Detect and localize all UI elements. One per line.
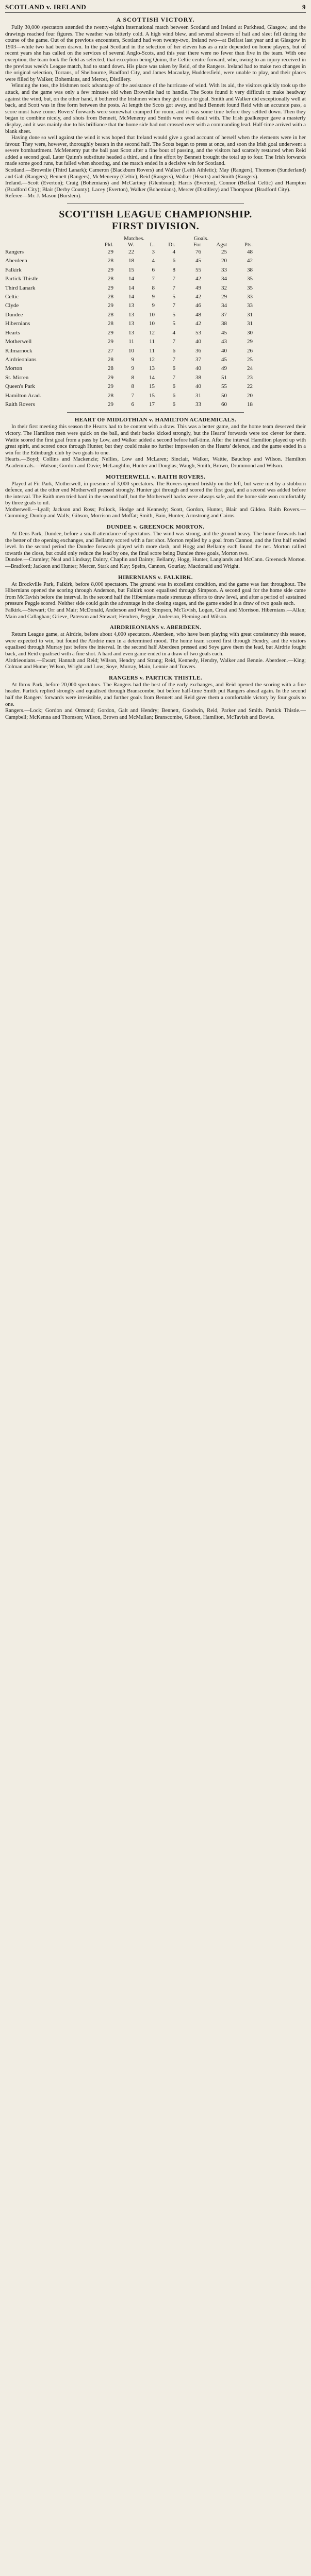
table-cell: 53	[195, 329, 201, 336]
table-cell: 6	[172, 401, 175, 408]
table-cell: 40	[195, 365, 201, 372]
match-title: HIBERNIANS v. FALKIRK.	[118, 574, 193, 581]
column-header: Pts.	[244, 242, 253, 248]
table-cell: 37	[221, 311, 227, 318]
table-cell: 40	[195, 338, 201, 345]
table-row	[5, 311, 306, 319]
table-cell: 28	[108, 356, 113, 363]
table-cell: 10	[128, 347, 134, 354]
running-head-title: SCOTLAND v. IRELAND	[5, 3, 87, 11]
table-cell: 13	[128, 329, 134, 336]
table-cell: 7	[172, 276, 175, 282]
table-cell: 29	[108, 302, 113, 309]
table-cell: 42	[247, 258, 253, 264]
table-cell: 7	[131, 392, 134, 399]
table-cell: 33	[195, 401, 201, 408]
club-name: Falkirk	[5, 266, 22, 273]
table-cell: 29	[108, 284, 113, 291]
table-cell: 9	[131, 356, 134, 363]
table-cell: 22	[247, 383, 253, 390]
match-title: AIRDRIEONIANS v. ABERDEEN.	[109, 624, 202, 631]
table-cell: 23	[247, 374, 253, 381]
club-name: Raith Rovers	[5, 401, 35, 408]
table-row	[5, 364, 306, 373]
column-header: Pld.	[104, 242, 113, 248]
team-lineup: Rangers.—Lock; Gordon and Ormond; Gordon, Galt and Hendry; Bennett, Goodwin, Reid, Parker and Smith. Partick Thistle.—Campbell; McKenna and Thomson; Wilson, Brown and McMullan; Branscombe, Gibson, Hamilton, McTavish and Bowie.	[5, 708, 306, 720]
table-cell: 49	[221, 365, 227, 372]
club-name: Morton	[5, 365, 22, 372]
column-header: Agst	[216, 242, 227, 248]
column-header: Dr.	[168, 242, 175, 248]
club-name: Hibernians	[5, 320, 30, 327]
table-cell: 7	[172, 284, 175, 291]
table-cell: 13	[149, 365, 155, 372]
table-cell: 38	[221, 320, 227, 327]
table-cell: 43	[221, 338, 227, 345]
table-row	[5, 257, 306, 265]
table-row	[5, 347, 306, 355]
table-cell: 11	[149, 347, 155, 354]
table-cell: 17	[149, 401, 155, 408]
club-name: Motherwell	[5, 338, 32, 345]
match-title: MOTHERWELL v. RAITH ROVERS.	[105, 473, 206, 480]
report-paragraph: Having done so well against the wind it was hoped that Ireland would give a good account of herself when the elements were in her favour. They were, however, thoroughly beaten in the second half. The Scots began to press at once, and soon the Irish goal underwent a severe bombardment. McMenemy put the ball past Scott after a fine bout of passing, and the visitors had scarcely restarted when Reid added a second goal. Later Quinn's substitute headed a third, and a fine effort by Bennett brought the total up to four. The Irish forwards made some good runs, but failed when shooting, and the match ended in a decisive win for Scotland.	[5, 135, 306, 167]
table-cell: 6	[172, 258, 175, 264]
table-cell: 35	[247, 276, 253, 282]
match-paragraph: Played at Fir Park, Motherwell, in presence of 3,000 spectators. The Rovers opened briskly on the left, but were met by a stubborn defence, and at the other end Motherwell pressed strongly. Hunter got through and scored the first goal, and a second was added before the interval. The Raith men tried hard in the second half, but the Motherwell backs were always safe, and the home side won comfortably by three goals to nil.	[5, 481, 306, 506]
table-cell: 31	[247, 311, 253, 318]
match-title: RANGERS v. PARTICK THISTLE.	[109, 674, 202, 681]
table-cell: 30	[247, 329, 253, 336]
table-cell: 33	[247, 294, 253, 300]
team-lineup: Hearts.—Boyd; Collins and Mackenzie; Nellies, Low and McLaren; Sinclair, Walker, Wattie, Bauchop and Wilson. Hamilton Academicals.—Watson; Gordon and Davie; McLaughlin, Hunter and Douglas; Waugh, Smith, Brown, Drummond and Wilson.	[5, 456, 306, 469]
table-row	[5, 374, 306, 382]
club-name: St. Mirren	[5, 374, 29, 381]
table-cell: 48	[247, 249, 253, 256]
table-cell: 29	[221, 294, 227, 300]
table-cell: 27	[108, 347, 113, 354]
table-cell: 33	[221, 266, 227, 273]
match-paragraph: At Dens Park, Dundee, before a small attendance of spectators. The wind was strong, and the ground heavy. The home forwards had the better of the opening exchanges, and Bellamy scored with a fast shot. Morton replied by a goal from Cannon, and the first half ended level. In the second period the Dundee forwards played with more dash, and Hogg and Bellamy each found the net. Morton rallied towards the close, but could only reduce the lead by one, the final score being Dundee three goals, Morton two.	[5, 531, 306, 556]
table-cell: 60	[221, 401, 227, 408]
table-cell: 10	[149, 311, 155, 318]
table-cell: 7	[172, 302, 175, 309]
table-cell: 40	[221, 347, 227, 354]
match-title: HEART OF MIDLOTHIAN v. HAMILTON ACADEMICALS.	[74, 417, 237, 423]
table-cell: 34	[221, 276, 227, 282]
report-title: A SCOTTISH VICTORY.	[116, 16, 195, 23]
league-title	[5, 209, 306, 232]
league-subtitle: FIRST DIVISION.	[111, 221, 200, 232]
table-cell: 33	[247, 302, 253, 309]
goals-group-label: Goals.	[193, 235, 209, 242]
table-cell: 76	[195, 249, 201, 256]
table-cell: 7	[172, 338, 175, 345]
table-cell: 55	[195, 266, 201, 273]
table-row	[5, 301, 306, 310]
club-name: Clyde	[5, 302, 19, 309]
table-cell: 14	[149, 374, 155, 381]
table-row	[5, 329, 306, 337]
table-body	[5, 248, 306, 409]
table-cell: 13	[128, 302, 134, 309]
table-cell: 29	[108, 338, 113, 345]
table-cell: 13	[128, 311, 134, 318]
table-cell: 55	[221, 383, 227, 390]
table-cell: 38	[247, 266, 253, 273]
table-cell: 4	[152, 258, 155, 264]
table-cell: 34	[221, 302, 227, 309]
running-head	[5, 3, 306, 13]
table-cell: 5	[172, 294, 175, 300]
table-row	[5, 400, 306, 409]
table-cell: 40	[195, 383, 201, 390]
table-cell: 36	[195, 347, 201, 354]
team-lineup: Dundee.—Crumley; Neal and Lindsay; Dainty, Chaplin and Dainty; Bellamy, Hogg, Hunter, Langlands and McCann. Greenock Morton.—Bradford; Jackson and Hunter; Mercer, Stark and Kay; Speirs, Cannon, Gourlay, Macdonald and Wright.	[5, 557, 306, 570]
table-cell: 28	[108, 311, 113, 318]
table-cell: 14	[128, 276, 134, 282]
table-cell: 9	[131, 365, 134, 372]
table-cell: 11	[128, 338, 134, 345]
club-name: Airdrieonians	[5, 356, 37, 363]
league-table	[5, 235, 306, 409]
table-cell: 28	[108, 392, 113, 399]
table-row	[5, 284, 306, 293]
matches-group-label: Matches.	[123, 235, 144, 242]
table-row	[5, 382, 306, 391]
table-cell: 35	[247, 284, 253, 291]
club-name: Aberdeen	[5, 258, 27, 264]
table-cell: 37	[195, 356, 201, 363]
table-cell: 6	[172, 383, 175, 390]
table-cell: 9	[152, 302, 155, 309]
table-cell: 20	[247, 392, 253, 399]
table-cell: 45	[221, 356, 227, 363]
table-cell: 26	[247, 347, 253, 354]
table-cell: 15	[128, 266, 134, 273]
table-row	[5, 248, 306, 257]
table-cell: 51	[221, 374, 227, 381]
table-cell: 6	[131, 401, 134, 408]
table-cell: 29	[108, 249, 113, 256]
table-cell: 8	[172, 266, 175, 273]
table-cell: 28	[108, 365, 113, 372]
table-cell: 28	[108, 294, 113, 300]
table-cell: 6	[172, 365, 175, 372]
table-cell: 13	[128, 320, 134, 327]
table-cell: 28	[108, 276, 113, 282]
match-paragraph: Return League game, at Airdrie, before about 4,000 spectators. Aberdeen, who have been playing with great consistency this season, were expected to win, but found the Airdrie men in a determined mood. The home team scored first through Hendry, and the visitors equalised through Murray just before the interval. In the second half Aberdeen pressed and Soye gave them the lead, but Airdrie fought back, and Reid equalised with a fine shot. A hard and even game ended in a draw of two goals each.	[5, 632, 306, 657]
table-cell: 14	[128, 294, 134, 300]
referee-line: Referee—Mr. J. Mason (Burslem).	[5, 193, 81, 199]
club-name: Third Lanark	[5, 284, 36, 291]
table-cell: 45	[221, 329, 227, 336]
table-cell: 28	[108, 258, 113, 264]
table-cell: 8	[131, 374, 134, 381]
table-cell: 29	[247, 338, 253, 345]
table-cell: 32	[221, 284, 227, 291]
table-cell: 22	[128, 249, 134, 256]
page-number: 9	[302, 3, 306, 11]
table-cell: 6	[172, 392, 175, 399]
table-row	[5, 337, 306, 346]
table-cell: 50	[221, 392, 227, 399]
table-cell: 29	[108, 374, 113, 381]
table-cell: 7	[152, 276, 155, 282]
newspaper-page	[0, 0, 311, 721]
table-cell: 18	[128, 258, 134, 264]
table-cell: 10	[149, 320, 155, 327]
report-paragraph: Fully 30,000 spectators attended the twenty-eighth international match between Scotland and Ireland at Parkhead, Glasgow, and the drawings reached four figures. The weather was bitterly cold. A high wind blew, and several showers of hail and sleet fell during the course of the game. Out of the previous encounters, Scotland had won twenty-two, Ireland two—at Belfast last year and at Glasgow in 1903—while two had been drawn. In the past Scotland in the selection of her eleven has as a rule depended on home players, but of recent years she has called on the services of several Anglo-Scots, and this year there were no fewer than five in the team. With one exception, the team took the field as selected, that exception being Quinn, the Celtic centre forward, who, owing to an injury received in the previous week's League match, had to stand down. His place was taken by Reid, of the Rangers. Ireland had to make two changes in the original selection, Torrans, of Shelbourne, Bradford City, and James Macaulay, Huddersfield, were unable to play, and their places were filled by Walker, Bohemians, and Mercer, Distillery.	[5, 25, 306, 82]
table-group-header	[5, 235, 306, 242]
match-paragraph: In their first meeting this season the Hearts had to be content with a draw. This was a better game, and the home team deserved their victory. The Hamilton men were quick on the ball, and their backs kicked strongly, but the Hearts' forwards were too clever for them. Wattie scored the first goal from a pass by Low, and Walker added a second before half-time. After the interval Hamilton played up with great spirit, and scored once through Hunter, but they could make no further impression on the Hearts' defence, and the game ended in a win for the Edinburgh club by two goals to one.	[5, 424, 306, 456]
divider	[67, 203, 244, 204]
club-name: Dundee	[5, 311, 23, 318]
table-cell: 20	[221, 258, 227, 264]
table-cell: 31	[195, 392, 201, 399]
team-lineup: Airdrieonians.—Ewart; Hannah and Reid; Wilson, Hendry and Strang; Reid, Kennedy, Hendry, Walker and Bennie. Aberdeen.—King; Colman and Hume; Wilson, Wright and Low; Soye, Murray, Main, Lennie and Travers.	[5, 657, 306, 670]
club-name: Queen's Park	[5, 383, 35, 390]
table-cell: 3	[152, 249, 155, 256]
report-paragraph: Winning the toss, the Irishmen took advantage of the assistance of the hurricane of wind. With its aid, the visitors quickly took up the attack, and the game was only a few minutes old when Brownlie had to handle. The Scots found it very difficult to make headway against the wind, but, on the other hand, it bothered the Irishmen when they got close to goal. Smith and Walker did exceptionally well at back, and Scott was in fine form between the posts. At length the Scots got away, and had Bennett found Reid with an accurate pass, a score must have come. Rovers' forwards were somewhat cramped for room, and it was some time before they settled down. Then they began to combine nicely, and shots from Bennett, McMenemy and Smith were well dealt with. The Irish goalkeeper gave a masterly display, and it was mainly due to his brilliance that the home side had not crossed over with a commanding lead. Half-time arrived with a blank sheet.	[5, 83, 306, 134]
table-cell: 29	[108, 266, 113, 273]
table-row	[5, 293, 306, 301]
table-row	[5, 275, 306, 283]
table-cell: 29	[108, 329, 113, 336]
column-header: For	[193, 242, 201, 248]
club-name: Partick Thistle	[5, 276, 39, 282]
table-cell: 38	[195, 374, 201, 381]
divider	[67, 412, 244, 413]
table-cell: 4	[172, 329, 175, 336]
table-cell: 48	[195, 311, 201, 318]
column-header: W.	[127, 242, 134, 248]
table-cell: 28	[108, 320, 113, 327]
table-cell: 14	[128, 284, 134, 291]
club-name: Hamilton Acad.	[5, 392, 41, 399]
table-cell: 29	[108, 401, 113, 408]
table-cell: 7	[172, 356, 175, 363]
club-name: Celtic	[5, 294, 19, 300]
table-cell: 4	[172, 249, 175, 256]
table-cell: 25	[221, 249, 227, 256]
table-cell: 15	[149, 383, 155, 390]
table-cell: 12	[149, 329, 155, 336]
table-cell: 11	[149, 338, 155, 345]
table-cell: 42	[195, 320, 201, 327]
team-lineup: Motherwell.—Lyall; Jackson and Ross; Pollock, Hodge and Kennedy; Scott, Gordon, Hunter, Blair and Gildea. Raith Rovers.—Cumming; Dunlop and Walls; Gibson, Morrison and Moffat; Smith, Bain, Hunter, Armstrong and Cairns.	[5, 506, 306, 519]
table-cell: 5	[172, 320, 175, 327]
team-lineup: Falkirk.—Stewart; Orr and Mair; McDonald, Anderson and Ward; Simpson, McTavish, Logan, Croal and Morrison. Hibernians.—Allan; Main and Callaghan; Grieve, Paterson and Stewart; Hendren, Peggie, Anderson, Fleming and Wilson.	[5, 607, 306, 620]
table-cell: 24	[247, 365, 253, 372]
team-lineup: Scotland.—Brownlie (Third Lanark); Cameron (Blackburn Rovers) and Walker (Leith Athletic); May (Rangers), Thomson (Sunderland) and Galt (Rangers); Bennett (Rangers), McMenemy (Celtic), Reid (Rangers), Walker (Hearts) and Smith (Rangers).	[5, 167, 306, 180]
match-paragraph: At Brockville Park, Falkirk, before 8,000 spectators. The ground was in excellent condition, and the game was fast throughout. The Hibernians opened the scoring through Anderson, but Falkirk soon equalised through Simpson. A second goal for the home side came from McTavish before the interval. In the second half the Hibernians made strenuous efforts to draw level, and after a period of sustained pressure Peggie scored. Neither side could gain the advantage in the closing stages, and the game ended in a draw of two goals each.	[5, 581, 306, 607]
club-name: Hearts	[5, 329, 20, 336]
league-title-line: SCOTTISH LEAGUE CHAMPIONSHIP.	[59, 209, 252, 221]
table-cell: 9	[152, 294, 155, 300]
table-header	[5, 242, 306, 248]
club-name: Rangers	[5, 249, 24, 256]
table-cell: 12	[149, 356, 155, 363]
table-cell: 18	[247, 401, 253, 408]
table-cell: 45	[195, 258, 201, 264]
table-cell: 15	[149, 392, 155, 399]
table-cell: 25	[247, 356, 253, 363]
team-lineup: Ireland.—Scott (Everton); Craig (Bohemians) and McCartney (Glentoran); Harris (Everton), Connor (Belfast Celtic) and Hampton (Bradford City); Blair (Derby County), Lacey (Everton), Walker (Bohemians), Mercer (Distillery) and Thompson (Bradford City).	[5, 180, 306, 193]
table-cell: 42	[195, 276, 201, 282]
table-cell: 6	[152, 266, 155, 273]
table-cell: 29	[108, 383, 113, 390]
table-cell: 8	[152, 284, 155, 291]
club-name: Kilmarnock	[5, 347, 32, 354]
table-cell: 6	[172, 347, 175, 354]
table-cell: 8	[131, 383, 134, 390]
table-cell: 42	[195, 294, 201, 300]
table-cell: 7	[172, 374, 175, 381]
table-cell: 49	[195, 284, 201, 291]
table-row	[5, 266, 306, 275]
table-cell: 46	[195, 302, 201, 309]
table-row	[5, 355, 306, 364]
table-cell: 31	[247, 320, 253, 327]
table-cell: 5	[172, 311, 175, 318]
table-row	[5, 392, 306, 400]
column-header: L.	[150, 242, 155, 248]
match-title: DUNDEE v. GREENOCK MORTON.	[106, 524, 205, 531]
table-row	[5, 319, 306, 328]
match-paragraph: At Ibrox Park, before 20,000 spectators. The Rangers had the best of the early exchanges, and Reid opened the scoring with a fine header. Partick replied strongly and equalised through Branscombe, but before half-time Smith put Rangers ahead again. In the second half the Rangers' forwards were irresistible, and further goals from Bennett and Reid gave them a comfortable victory by four goals to one.	[5, 682, 306, 707]
